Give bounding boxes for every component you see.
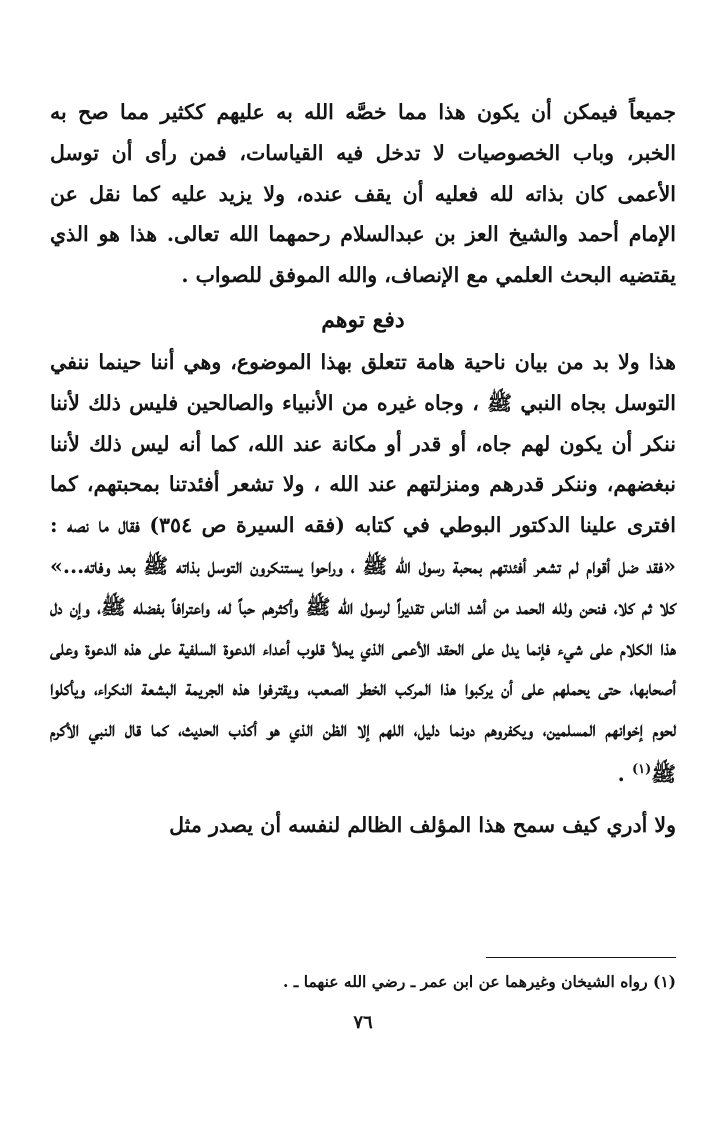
paragraph-continued: ولا أدري كيف سمح هذا المؤلف الظالم لنفسه أن يصدر مثل — [169, 812, 676, 837]
body-text — [50, 92, 676, 845]
section-heading: دفع توهم — [321, 306, 405, 333]
footnote-divider — [486, 957, 676, 958]
footnote: (١) رواه الشيخان وغيرهما عن ابن عمر ـ رضي الله عنهما ـ . — [283, 972, 676, 991]
footnote-reference[interactable]: (١) — [631, 761, 652, 777]
paragraph-main — [50, 342, 676, 795]
page-number: ٧٦ — [353, 1012, 373, 1033]
paragraph-main-text: هذا ولا بد من بيان ناحية هامة تتعلق بهذا الموضوع، وهي أننا حينما ننفي التوسل بجاه النبي ﷺ ، وجاه غيره من الأنبياء والصالحين فليس ذلك لأننا ننكر أن يكون لهم جاه، أو قدر أو مكانة عند الله، كما أنه ليس ذلك لأننا نبغضهم، وننكر قدرهم ومنزلتهم عند الله ، ولا تشعر أفئدتنا بمحبتهم، كما افترى علينا الدكتور البوطي في كتابه (فقه السيرة ص ٣٥٤) فقال ما نصه : «فقد ضل أقوام لم تشعر أفئدتهم بمحبة رسول الله ﷺ ، وراحوا يستنكرون التوسل بذاته ﷺ بعد وفاته...» كلا ثم كلا، فنحن ولله الحمد من أشد الناس تقديراً لرسول الله ﷺ وأكثرهم حباً له، واعترافاً بفضله ﷺ، وإن دل هذا الكلام على شيء فإنما يدل على الحقد الأعمى الذي يملأ قلوب أعداء الدعوة السلفية على هذه الدعوة وعلى أصحابها، حتى يحملهم على أن يركبوا هذا المركب الخطر الصعب، ويقترفوا هذه الجريمة البشعة النكراء، ويأكلوا لحوم إخوانهم المسلمين، ويكفروهم دونما دليل، اللهم إلا الظن الذي هو أكذب الحديث، كما قال النبي الأكرم ﷺ — [50, 349, 676, 786]
paragraph-intro: جميعاً فيمكن أن يكون هذا مما خصَّه الله به عليهم ككثير مما صح به الخبر، وباب الخصوصيات لا تدخل فيه القياسات، فمن رأى أن توسل الأعمى كان بذاته لله فعليه أن يقف عنده، ولا يزيد عليه كما نقل عن الإمام أحمد والشيخ العز بن عبدالسلام رحمهما الله تعالى. هذا هو الذي يقتضيه البحث العلمي مع الإنصاف، والله الموفق للصواب . — [50, 100, 676, 288]
paragraph-main-end: . — [617, 761, 632, 786]
